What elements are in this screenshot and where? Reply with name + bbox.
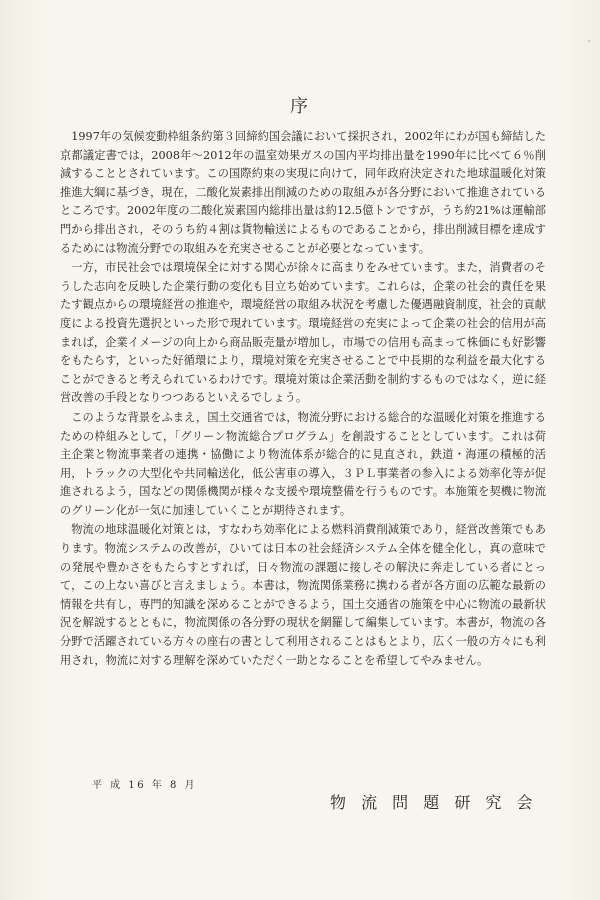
paragraph-2: 一方，市民社会では環境保全に対する関心が徐々に高まりをみせています。また，消費者のそうした志向を反映した企業行動の変化も目立ち始めています。これらは，企業の社会的責任を果たす観点からの環境経営の推進や，環境経営の取組み状況を考慮した優遇融資制度，社会的貢献度による投資先選択といった形で現れています。環境経営の充実によって企業の社会的信用が高まれば，企業イメージの向上から商品販売量が増加し，市場での信用も高まって株価にも好影響をもたらす，といった好循環により，環境対策を充実させることで中長期的な利益を最大化することができると考えられているわけです。環境対策は企業活動を制約するものではなく，逆に経営改善の手段となりつつあるといえるでしょう。 (60, 261, 546, 405)
paragraph-4: 物流の地球温暖化対策とは，すなわち効率化による燃料消費削減策であり，経営改善策でもあります。物流システムの改善が，ひいては日本の社会経済システム全体を健全化し，真の意味での発展や豊かさをもたらすとすれば，日々物流の課題に接しその解決に奔走している者にとって，この上ない喜びと言えましょう。本書は，物流関係業務に携わる者が各方面の広範な最新の情報を共有し，専門的知識を深めることができるよう，国土交通省の施策を中心に物流の最新状況を解説するとともに，物流関係の各分野の現状を網羅して編集しています。本書が，物流の各分野で活躍されている方々の座右の書として利用されることはもとより，広く一般の方々にも利用され，物流に対する理解を深めていただく一助となることを希望してやみません。 (60, 523, 546, 667)
publication-date: 平 成 16 年 8 月 (92, 780, 197, 791)
preface-body (60, 128, 546, 671)
preface-title: 序 (290, 96, 310, 117)
author-organization: 物 流 問 題 研 究 会 (330, 793, 538, 812)
paragraph-1: 1997年の気候変動枠組条約第３回締約国会議において採択され，2002年にわが国も締結した京都議定書では，2008年～2012年の温室効果ガスの国内平均排出量を1990年に比べて６％削減することとされています。この国際約束の実現に向けて，同年政府決定された地球温暖化対策推進大綱に基づき，現在，二酸化炭素排出削減のための取組みが各分野において推進されているところです。2002年度の二酸化炭素国内総排出量は約12.5億トンですが，うち約21%は運輸部門から排出され，そのうち約４割は貨物輸送によるものであることから，排出削減目標を達成するためには物流分野での取組みを充実させることが必要となっています。 (60, 130, 546, 255)
page-speck (588, 40, 590, 42)
paragraph-3: このような背景をふまえ，国土交通省では，物流分野における総合的な温暖化対策を推進するための枠組みとして，「グリーン物流総合プログラム」を創設することとしています。これは荷主企業と物流事業者の連携・協働により物流体系が総合的に見直され，鉄道・海運の積極的活用，トラックの大型化や共同輸送化，低公害車の導入，３ＰＬ事業者の参入による効率化等が促進されるよう，国などの関係機関が様々な支援や環境整備を行うものです。本施策を契機に物流のグリーン化が一気に加速していくことが期待されます。 (60, 410, 546, 517)
